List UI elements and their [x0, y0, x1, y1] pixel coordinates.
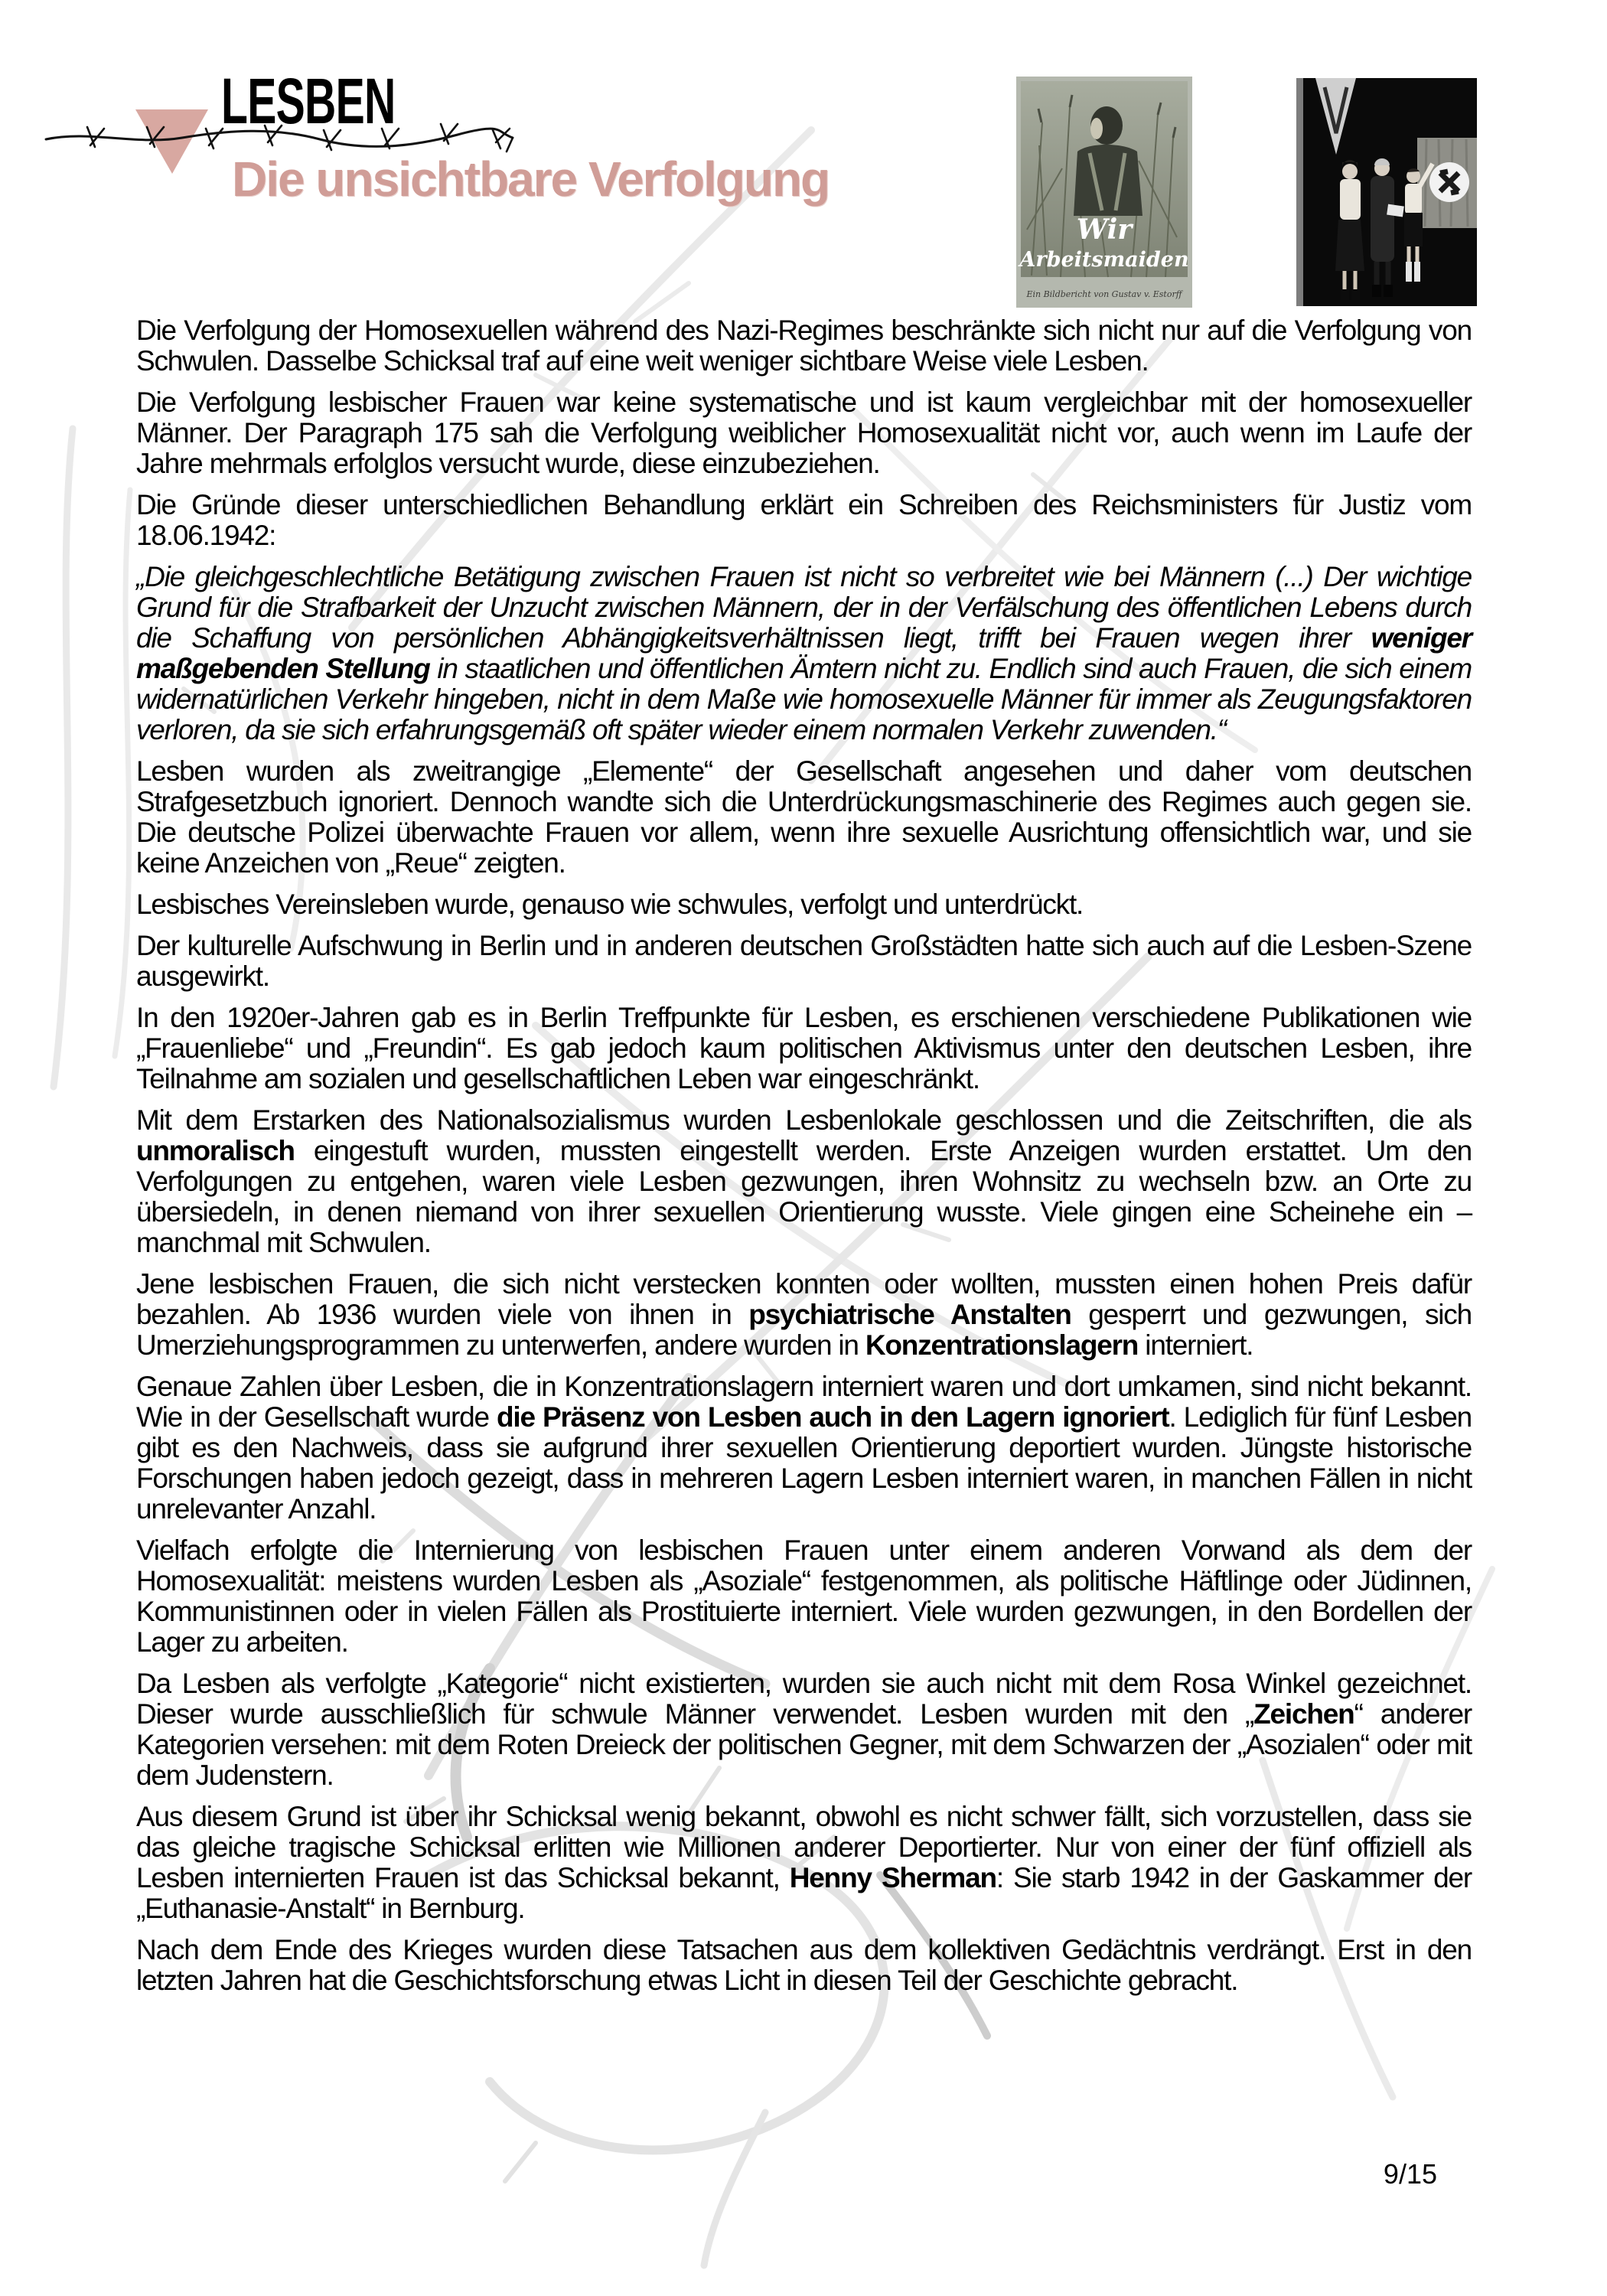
- text-run: In den 1920er-Jahren gab es in Berlin Treffpunkte für Lesben, es erschienen verschiedene Publikationen wie „Frauenliebe“ und „Freundin“. Es gab jedoch kaum politischen Aktivismus unter den deutschen Lesben, ihre Teilnahme am sozialen und gesellschaftlichen Leben war eingeschränkt.: [136, 1002, 1472, 1094]
- text-run: Zeichen: [1253, 1698, 1354, 1730]
- text-run: Aus diesem Grund ist über ihr Schicksal wenig bekannt, obwohl es nicht schwer fällt, sich vorzustellen, dass sie das gleiche tragische Schicksal erlitten wie Millionen anderer Deportierter. Nur von einer der fünf offiziell als Lesben internierten Frauen ist das Schicksal bekannt,: [136, 1801, 1472, 1893]
- text-run: Lesbisches Vereinsleben wurde, genauso wie schwules, verfolgt und unterdrückt.: [136, 889, 1084, 920]
- text-run: Henny Sherman: [789, 1862, 996, 1893]
- body-text-column: [136, 315, 1472, 2007]
- text-run: weniger maßgebenden Stellung: [136, 622, 1472, 684]
- text-run: . Lediglich für fünf Lesben gibt es den Nachweis, dass sie aufgrund ihrer sexuellen Orientierung deportiert wurden. Jüngste historische Forschungen haben jedoch gezeigt, dass in mehreren Lagern Lesben interniert waren, in manchen Fällen in nicht unrelevanter Anzahl.: [136, 1401, 1472, 1525]
- paragraph: [136, 562, 1472, 745]
- page-title-lesben: LESBEN: [221, 65, 396, 137]
- text-run: interniert.: [1138, 1329, 1253, 1361]
- text-run: Mit dem Erstarken des Nationalsozialismus wurden Lesbenlokale geschlossen und die Zeitschriften, die als: [136, 1104, 1472, 1136]
- text-run: Die Gründe dieser unterschiedlichen Behandlung erklärt ein Schreiben des Reichsministers für Justiz vom 18.06.1942:: [136, 489, 1472, 551]
- text-run: unmoralisch: [136, 1135, 295, 1166]
- paragraph: [136, 756, 1472, 879]
- text-run: die Präsenz von Lesben auch in den Lagern ignoriert: [496, 1401, 1169, 1433]
- text-run: Vielfach erfolgte die Internierung von lesbischen Frauen unter einem anderen Vorwand als dem der Homosexualität: meistens wurden Lesben als „Asoziale“ festgenommen, als politische Häftlinge oder Jüdinnen, Kommunistinnen oder in vielen Fällen als Prostituierte interniert. Viele wurden gezwungen, in den Bordellen der Lager zu arbeiten.: [136, 1534, 1472, 1658]
- flag-with-emblem: [1417, 138, 1477, 228]
- paragraph: [136, 889, 1472, 920]
- page-number: 9/15: [1383, 2158, 1437, 2190]
- text-run: eingestuft wurden, mussten eingestellt werden. Erste Anzeigen wurden erstattet. Um den Verfolgungen zu entgehen, waren viele Lesben gezwungen, ihren Wohnsitz zu wechseln bzw. an Orte zu übersiedeln, in denen niemand von ihrer sexuellen Orientierung wusste. Viele gingen eine Scheinehe ein – manchmal mit Schwulen.: [136, 1135, 1472, 1258]
- text-run: Nach dem Ende des Krieges wurden diese Tatsachen aus dem kollektiven Gedächtnis verdrängt. Erst in den letzten Jahren hat die Geschichtsforschung etwas Licht in diesen Teil der Geschichte gebracht.: [136, 1934, 1472, 1996]
- paragraph: [136, 1371, 1472, 1525]
- text-run: psychiatrische Anstalten: [748, 1299, 1071, 1330]
- text-run: Da Lesben als verfolgte „Kategorie“ nicht existierten, wurden sie auch nicht mit dem Rosa Winkel gezeichnet. Dieser wurde ausschließlich für schwule Männer verwendet. Lesben wurden mit den „: [136, 1668, 1472, 1730]
- page-subtitle: Die unsichtbare Verfolgung: [232, 152, 830, 207]
- text-run: Genaue Zahlen über Lesben, die in Konzentrationslagern interniert waren und dort umkamen, sind nicht bekannt. Wie in der Gesellschaft wurde: [136, 1371, 1472, 1433]
- paragraph: [136, 1802, 1472, 1924]
- paragraph: [136, 1535, 1472, 1658]
- cover-title-line1: Wir: [1076, 214, 1133, 246]
- paragraph: [136, 1003, 1472, 1094]
- text-run: Lesben wurden als zweitrangige „Elemente“ der Gesellschaft angesehen und daher vom deutschen Strafgesetzbuch ignoriert. Dennoch wandte sich die Unterdrückungsmaschinerie des Regimes auch gegen sie. Die deutsche Polizei überwachte Frauen vor allem, wenn ihre sexuelle Ausrichtung offensichtlich war, und sie keine Anzeichen von „Reue“ zeigten.: [136, 755, 1472, 879]
- paragraph: [136, 1935, 1472, 1996]
- text-run: gesperrt und gezwungen, sich Umerziehungsprogrammen zu unterwerfen, andere wurden in: [136, 1299, 1472, 1361]
- paragraph: [136, 490, 1472, 551]
- text-run: „Die gleichgeschlechtliche Betätigung zwischen Frauen ist nicht so verbreitet wie bei Männern (...) Der wichtige Grund für die Strafbarkeit der Unzucht zwischen Männern, der in der Verfälschung des öffentlichen Lebens durch die Schaffung von persönlichen Abhängigkeitsverhältnissen liegt, trifft bei Frauen wegen ihrer: [136, 561, 1472, 654]
- text-run: : Sie starb 1942 in der Gaskammer der „Euthanasie-Anstalt“ in Bernburg.: [136, 1862, 1472, 1924]
- paragraph: [136, 1269, 1472, 1361]
- text-run: Der kulturelle Aufschwung in Berlin und in anderen deutschen Großstädten hatte sich auch auf die Lesben-Szene ausgewirkt.: [136, 930, 1472, 992]
- photo-wir-arbeitsmaiden-cover: [1016, 77, 1192, 308]
- paragraph: [136, 931, 1472, 992]
- cover-title-line2: Arbeitsmaiden: [1019, 248, 1189, 272]
- text-run: Die Verfolgung der Homosexuellen während des Nazi-Regimes beschränkte sich nicht nur auf die Verfolgung von Schwulen. Dasselbe Schicksal traf auf eine weit weniger sichtbare Weise viele Lesben.: [136, 315, 1472, 377]
- text-run: Konzentrationslagern: [865, 1329, 1139, 1361]
- photo-ceremony-with-flag: [1296, 78, 1477, 306]
- photo-left-edge-strip: [1296, 78, 1303, 306]
- text-run: Jene lesbischen Frauen, die sich nicht verstecken konnten oder wollten, mussten einen hohen Preis dafür bezahlen. Ab 1936 wurden viele von ihnen in: [136, 1268, 1472, 1330]
- cover-caption: Ein Bildbericht von Gustav v. Estorff: [1026, 289, 1182, 299]
- text-run: in staatlichen und öffentlichen Ämtern nicht zu. Endlich sind auch Frauen, die sich einem widernatürlichen Verkehr hingeben, nicht in dem Maße wie homosexuelle Männer für immer als Zeugungsfaktoren verloren, da sie sich erfahrungsgemäß oft später wieder einem normalen Verkehr zuwenden.“: [136, 653, 1472, 745]
- paragraph: [136, 1105, 1472, 1258]
- text-run: “ anderer Kategorien versehen: mit dem Roten Dreieck der politischen Gegner, mit dem Schwarzen der „Asozialen“ oder mit dem Judenstern.: [136, 1698, 1472, 1791]
- text-run: Die Verfolgung lesbischer Frauen war keine systematische und ist kaum vergleichbar mit der homosexueller Männer. Der Paragraph 175 sah die Verfolgung weiblicher Homosexualität nicht vor, auch wenn im Laufe der Jahre mehrmals erfolglos versucht wurde, diese einzubeziehen.: [136, 386, 1472, 479]
- paragraph: [136, 1668, 1472, 1791]
- paragraph: [136, 387, 1472, 479]
- paragraph: [136, 315, 1472, 377]
